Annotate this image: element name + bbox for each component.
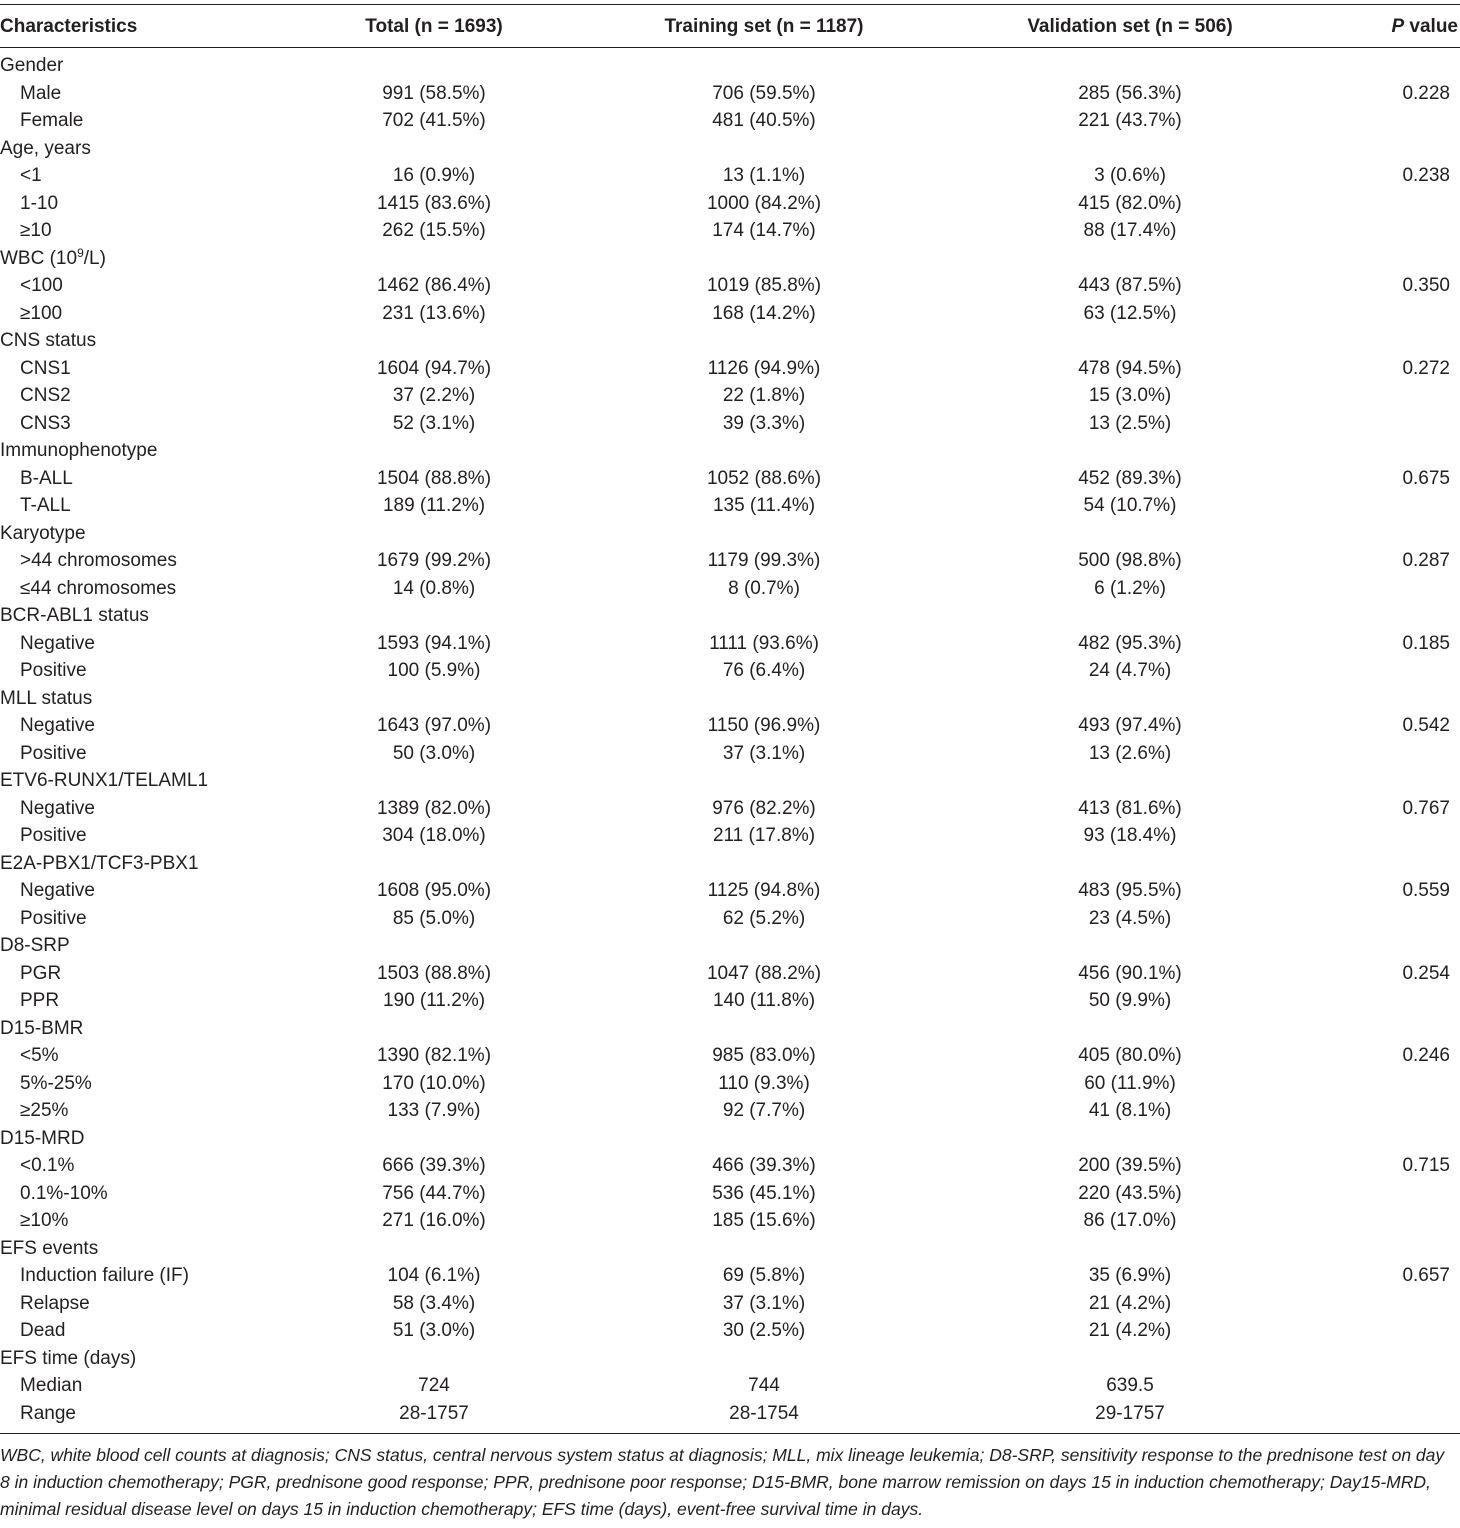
table-row [0, 107, 1460, 135]
cell-training: 211 (17.8%) [712, 825, 816, 846]
row-label-text: MLL status [0, 687, 93, 709]
cell-training: 1150 (96.9%) [707, 715, 821, 736]
cell-total: 16 (0.9%) [392, 165, 476, 186]
cell-validation: 220 (43.5%) [1078, 1182, 1182, 1204]
cell-validation: 483 (95.5%) [1078, 880, 1182, 901]
header-total: Total (n = 1693) [365, 16, 503, 37]
cell-p-value: 0.228 [1402, 82, 1450, 104]
table-group-row [0, 1235, 1460, 1263]
row-label-text: D15-MRD [0, 1127, 85, 1149]
table-row [0, 1180, 1460, 1208]
header-training-set: Training set (n = 1187) [664, 16, 864, 37]
cell-validation: 24 (4.7%) [1088, 660, 1172, 681]
row-label-text: 0.1%-10% [20, 1182, 108, 1204]
row-label-text: EFS events [0, 1237, 99, 1259]
row-label [0, 795, 95, 823]
cell-validation: 93 (18.4%) [1083, 825, 1177, 846]
row-label-text: Gender [0, 55, 64, 76]
row-label [0, 1152, 74, 1180]
row-label [0, 52, 63, 80]
table-group-row [0, 602, 1460, 630]
row-label-text: WBC (10 [0, 247, 78, 269]
row-label-text: Immunophenotype [0, 440, 158, 461]
table-group-row [0, 135, 1460, 163]
row-label [0, 987, 59, 1015]
cell-total: 1462 (86.4%) [376, 275, 492, 296]
table-row [0, 960, 1460, 988]
row-label [0, 877, 95, 905]
cell-validation: 413 (81.6%) [1078, 797, 1182, 819]
cell-validation: 285 (56.3%) [1078, 82, 1182, 104]
table-row [0, 1207, 1460, 1235]
cell-training: 1000 (84.2%) [706, 192, 822, 214]
cell-training: 1125 (94.8%) [707, 880, 821, 901]
cell-total: 58 (3.4%) [392, 1292, 476, 1314]
table-group-row [0, 520, 1460, 548]
row-label [0, 217, 52, 245]
cell-training: 1052 (88.6%) [706, 467, 822, 489]
cell-total: 28-1757 [399, 1402, 469, 1424]
table-row [0, 1152, 1460, 1180]
row-label [0, 1400, 76, 1428]
cell-total: 702 (41.5%) [382, 110, 486, 131]
table-row [0, 1317, 1460, 1345]
table-group-row [0, 52, 1460, 80]
table-group-row [0, 327, 1460, 355]
cell-training: 1047 (88.2%) [706, 962, 822, 984]
cell-training: 174 (14.7%) [712, 220, 816, 241]
cell-training: 76 (6.4%) [722, 660, 806, 681]
table-group-row [0, 685, 1460, 713]
row-label [0, 712, 95, 740]
cell-total: 1503 (88.8%) [376, 962, 492, 984]
cell-training: 110 (9.3%) [718, 1072, 810, 1094]
table-row [0, 905, 1460, 933]
row-label [0, 685, 92, 713]
cell-p-value: 0.559 [1402, 880, 1450, 901]
cell-total: 104 (6.1%) [387, 1265, 481, 1286]
table-row [0, 382, 1460, 410]
cell-total: 133 (7.9%) [387, 1100, 481, 1121]
cell-total: 1604 (94.7%) [376, 357, 492, 379]
cell-total: 100 (5.9%) [387, 660, 481, 681]
row-label-text: <1 [20, 165, 42, 186]
row-label-text: <100 [20, 275, 63, 296]
cell-total: 666 (39.3%) [382, 1155, 486, 1176]
cell-total: 51 (3.0%) [392, 1320, 476, 1341]
cell-total: 1593 (94.1%) [376, 632, 492, 654]
row-label-text: PPR [20, 990, 60, 1011]
cell-p-value: 0.287 [1402, 550, 1450, 571]
cell-validation: 13 (2.6%) [1088, 742, 1172, 764]
row-label [0, 575, 176, 603]
row-label-text: BCR-ABL1 status [0, 605, 149, 626]
row-label-text: ETV6-RUNX1/TELAML1 [0, 770, 209, 791]
table-row [0, 1400, 1460, 1428]
cell-validation: 88 (17.4%) [1083, 220, 1177, 241]
cell-total: 1390 (82.1%) [376, 1045, 492, 1066]
row-label-text: CNS3 [20, 412, 71, 434]
table-row [0, 657, 1460, 685]
row-label [0, 1317, 65, 1345]
table-row [0, 300, 1460, 328]
row-label [0, 1262, 189, 1290]
row-label [0, 630, 95, 658]
cell-training: 62 (5.2%) [722, 907, 806, 929]
table-row [0, 547, 1460, 575]
row-label-text: Negative [20, 880, 95, 901]
cell-total: 756 (44.7%) [382, 1182, 486, 1204]
row-label [0, 1125, 84, 1153]
cell-training: 1111 (93.6%) [709, 632, 819, 654]
cell-validation: 452 (89.3%) [1078, 467, 1182, 489]
cell-validation: 405 (80.0%) [1078, 1045, 1182, 1066]
cell-training: 466 (39.3%) [712, 1155, 816, 1176]
table-row [0, 822, 1460, 850]
row-label [0, 135, 91, 163]
row-label [0, 492, 71, 520]
cell-total: 1415 (83.6%) [376, 192, 492, 214]
cell-total: 85 (5.0%) [392, 907, 476, 929]
row-label-text: T-ALL [20, 495, 71, 516]
row-label [0, 1372, 82, 1400]
cell-total: 14 (0.8%) [392, 577, 476, 599]
table-row [0, 190, 1460, 218]
cell-validation: 50 (9.9%) [1088, 990, 1172, 1011]
table-row [0, 987, 1460, 1015]
row-label-text: PGR [20, 962, 62, 984]
row-label-text: ≥25% [20, 1100, 69, 1121]
row-label-text: D15-BMR [0, 1017, 84, 1039]
row-label [0, 382, 71, 410]
table-row [0, 162, 1460, 190]
row-label-text: ≥10 [20, 220, 52, 241]
cell-validation: 54 (10.7%) [1083, 495, 1177, 516]
row-label-text: Positive [20, 825, 87, 846]
cell-validation: 23 (4.5%) [1088, 907, 1172, 929]
cell-training: 1019 (85.8%) [706, 275, 822, 296]
row-label [0, 547, 177, 575]
cell-training: 22 (1.8%) [722, 385, 806, 406]
cell-validation: 35 (6.9%) [1088, 1265, 1172, 1286]
table-group-row [0, 1125, 1460, 1153]
cell-p-value: 0.185 [1402, 632, 1450, 654]
cell-training: 185 (15.6%) [712, 1210, 816, 1231]
cell-total: 50 (3.0%) [392, 742, 476, 764]
row-label-text: Positive [20, 907, 87, 929]
cell-validation: 29-1757 [1095, 1402, 1165, 1424]
table-row [0, 355, 1460, 383]
table-row [0, 795, 1460, 823]
row-label [0, 1235, 98, 1263]
cell-validation: 63 (12.5%) [1083, 302, 1177, 324]
cell-validation: 200 (39.5%) [1078, 1155, 1182, 1176]
row-label [0, 1180, 108, 1208]
cell-p-value: 0.246 [1402, 1045, 1450, 1066]
row-label [0, 300, 62, 328]
table-body [0, 48, 1460, 1434]
row-label [0, 80, 61, 108]
cell-training: 1179 (99.3%) [707, 550, 821, 571]
cell-total: 271 (16.0%) [382, 1210, 486, 1231]
row-label-text: EFS time (days) [0, 1347, 137, 1369]
cell-training: 985 (83.0%) [712, 1045, 816, 1066]
row-label [0, 1015, 83, 1043]
table-group-row [0, 1345, 1460, 1373]
cell-total: 991 (58.5%) [382, 82, 486, 104]
cell-total: 1389 (82.0%) [376, 797, 492, 819]
cell-training: 976 (82.2%) [712, 797, 816, 819]
cell-p-value: 0.767 [1402, 797, 1450, 819]
cell-total: 304 (18.0%) [382, 825, 486, 846]
cell-training: 168 (14.2%) [712, 302, 816, 324]
cell-validation: 456 (90.1%) [1078, 962, 1182, 984]
cell-p-value: 0.238 [1402, 165, 1450, 186]
header-characteristics: Characteristics [0, 16, 138, 37]
cell-training: 536 (45.1%) [712, 1182, 816, 1204]
row-label [0, 272, 63, 300]
row-label-text: D8-SRP [0, 935, 70, 956]
row-label-text: Negative [20, 632, 95, 654]
table-group-row [0, 437, 1460, 465]
row-label [0, 245, 106, 273]
row-label [0, 437, 157, 465]
cell-p-value: 0.675 [1402, 467, 1450, 489]
cell-validation: 482 (95.3%) [1078, 632, 1182, 654]
row-label-tail: /L) [83, 247, 106, 269]
cell-total: 37 (2.2%) [392, 385, 476, 406]
cell-training: 28-1754 [729, 1402, 799, 1424]
row-label [0, 1345, 136, 1373]
header-p-rest: value [1404, 16, 1458, 37]
row-label-text: <0.1% [20, 1155, 75, 1176]
cell-validation: 13 (2.5%) [1088, 412, 1172, 434]
row-label [0, 602, 149, 630]
table-group-row [0, 1015, 1460, 1043]
table-group-row [0, 850, 1460, 878]
row-label [0, 355, 71, 383]
table-row [0, 410, 1460, 438]
cell-validation: 60 (11.9%) [1084, 1072, 1176, 1094]
table-row [0, 575, 1460, 603]
table-row [0, 630, 1460, 658]
cell-validation: 6 (1.2%) [1094, 577, 1166, 599]
row-label [0, 1042, 59, 1070]
row-label [0, 1207, 68, 1235]
table-row [0, 492, 1460, 520]
row-label [0, 162, 42, 190]
table-row [0, 1070, 1460, 1098]
header-validation-set: Validation set (n = 506) [1027, 16, 1233, 37]
row-label-text: Positive [20, 660, 87, 681]
table-row [0, 712, 1460, 740]
table-row [0, 740, 1460, 768]
row-label [0, 410, 71, 438]
table-row [0, 80, 1460, 108]
row-label [0, 822, 87, 850]
cell-validation: 639.5 [1106, 1375, 1154, 1396]
row-label-text: Median [20, 1375, 83, 1396]
row-label-text: Female [20, 110, 84, 131]
table-row [0, 1262, 1460, 1290]
row-label-text: Dead [20, 1320, 66, 1341]
cell-validation: 478 (94.5%) [1078, 357, 1182, 379]
table-group-row [0, 245, 1460, 273]
cell-validation: 3 (0.6%) [1094, 165, 1166, 186]
cell-validation: 493 (97.4%) [1078, 715, 1182, 736]
cell-total: 231 (13.6%) [382, 302, 486, 324]
row-label-text: >44 chromosomes [20, 550, 177, 571]
row-label [0, 1097, 68, 1125]
row-label-text: Age, years [0, 137, 91, 159]
row-label-text: Positive [20, 742, 87, 764]
row-label-text: ≥100 [20, 302, 63, 324]
table-row [0, 217, 1460, 245]
cell-total: 52 (3.1%) [392, 412, 476, 434]
cell-p-value: 0.657 [1402, 1265, 1450, 1286]
table-row [0, 1372, 1460, 1400]
row-label [0, 465, 73, 493]
cell-total: 1608 (95.0%) [376, 880, 492, 901]
table-header-row [0, 4, 1460, 48]
row-label-text: CNS1 [20, 357, 71, 379]
cell-validation: 41 (8.1%) [1088, 1100, 1172, 1121]
row-label-superscript: 9 [77, 245, 84, 260]
cell-training: 706 (59.5%) [712, 82, 816, 104]
table-row [0, 465, 1460, 493]
cell-total: 170 (10.0%) [382, 1072, 486, 1094]
row-label [0, 327, 96, 355]
cell-training: 30 (2.5%) [722, 1320, 806, 1341]
row-label [0, 905, 87, 933]
cell-validation: 500 (98.8%) [1078, 550, 1182, 571]
cell-p-value: 0.350 [1402, 275, 1450, 296]
row-label [0, 1070, 92, 1098]
row-label-text: <5% [20, 1045, 59, 1066]
row-label-text: ≥10% [20, 1210, 69, 1231]
cell-p-value: 0.715 [1402, 1155, 1450, 1176]
cell-training: 481 (40.5%) [712, 110, 816, 131]
header-p-italic: P [1391, 16, 1405, 37]
row-label-text: Karyotype [0, 522, 86, 544]
cell-total: 1643 (97.0%) [376, 715, 492, 736]
cell-training: 92 (7.7%) [722, 1100, 806, 1121]
table-row [0, 1042, 1460, 1070]
table-row [0, 1290, 1460, 1318]
cell-total: 724 [418, 1375, 450, 1396]
row-label-text: CNS status [0, 330, 97, 351]
cell-training: 744 [748, 1375, 780, 1396]
cell-training: 69 (5.8%) [722, 1265, 806, 1286]
cell-training: 37 (3.1%) [722, 742, 806, 764]
row-label [0, 767, 208, 795]
row-label [0, 190, 58, 218]
cell-training: 140 (11.8%) [712, 990, 816, 1011]
row-label-text: Range [20, 1402, 76, 1424]
row-label-text: Relapse [20, 1292, 90, 1314]
cell-validation: 443 (87.5%) [1078, 275, 1182, 296]
table-footnote: WBC, white blood cell counts at diagnosis; CNS status, central nervous system status at diagnosis; MLL, mix lineage leukemia; D8-SRP, sensitivity response to the prednisone test on day 8 in induction chemotherapy; PGR, prednisone good response; PPR, prednisone poor response; D15-BMR, bone marrow remission on days 15 in induction chemotherapy; Day15-MRD, minimal residual disease level on days 15 in induction chemotherapy; EFS time (days), event-free survival time in days. [0, 1445, 1445, 1519]
row-label [0, 740, 87, 768]
table-group-row [0, 932, 1460, 960]
cell-training: 13 (1.1%) [722, 165, 806, 186]
header-p-value [1391, 5, 1458, 49]
row-label-text: Male [20, 82, 62, 104]
row-label-text: Negative [20, 715, 95, 736]
cell-validation: 21 (4.2%) [1088, 1292, 1172, 1314]
table-row [0, 272, 1460, 300]
cell-p-value: 0.272 [1402, 357, 1450, 379]
row-label-text: ≤44 chromosomes [20, 577, 177, 599]
table-group-row [0, 767, 1460, 795]
row-label [0, 932, 70, 960]
cell-validation: 21 (4.2%) [1088, 1320, 1172, 1341]
cell-training: 135 (11.4%) [712, 495, 816, 516]
cell-total: 189 (11.2%) [382, 495, 486, 516]
cell-training: 37 (3.1%) [722, 1292, 806, 1314]
cell-validation: 15 (3.0%) [1088, 385, 1172, 406]
row-label-text: E2A-PBX1/TCF3-PBX1 [0, 852, 199, 874]
row-label [0, 520, 86, 548]
cell-training: 1126 (94.9%) [707, 357, 821, 379]
cell-total: 190 (11.2%) [382, 990, 486, 1011]
row-label [0, 960, 61, 988]
cell-total: 1504 (88.8%) [376, 467, 492, 489]
row-label-text: B-ALL [20, 467, 73, 489]
cell-validation: 86 (17.0%) [1083, 1210, 1177, 1231]
row-label [0, 107, 83, 135]
cell-total: 1679 (99.2%) [376, 550, 492, 571]
cell-p-value: 0.542 [1402, 715, 1450, 736]
row-label-text: Induction failure (IF) [20, 1265, 189, 1286]
cell-total: 262 (15.5%) [382, 220, 486, 241]
cell-p-value: 0.254 [1402, 962, 1450, 984]
table-row [0, 877, 1460, 905]
row-label-text: Negative [20, 797, 95, 819]
table-row [0, 1097, 1460, 1125]
row-label-text: 1-10 [20, 192, 59, 214]
cell-training: 8 (0.7%) [728, 577, 800, 599]
row-label [0, 1290, 90, 1318]
cell-validation: 221 (43.7%) [1078, 110, 1182, 131]
cell-validation: 415 (82.0%) [1078, 192, 1182, 214]
row-label-text: CNS2 [20, 385, 71, 406]
cell-training: 39 (3.3%) [722, 412, 806, 434]
row-label [0, 657, 87, 685]
row-label [0, 850, 199, 878]
row-label-text: 5%-25% [20, 1072, 92, 1094]
